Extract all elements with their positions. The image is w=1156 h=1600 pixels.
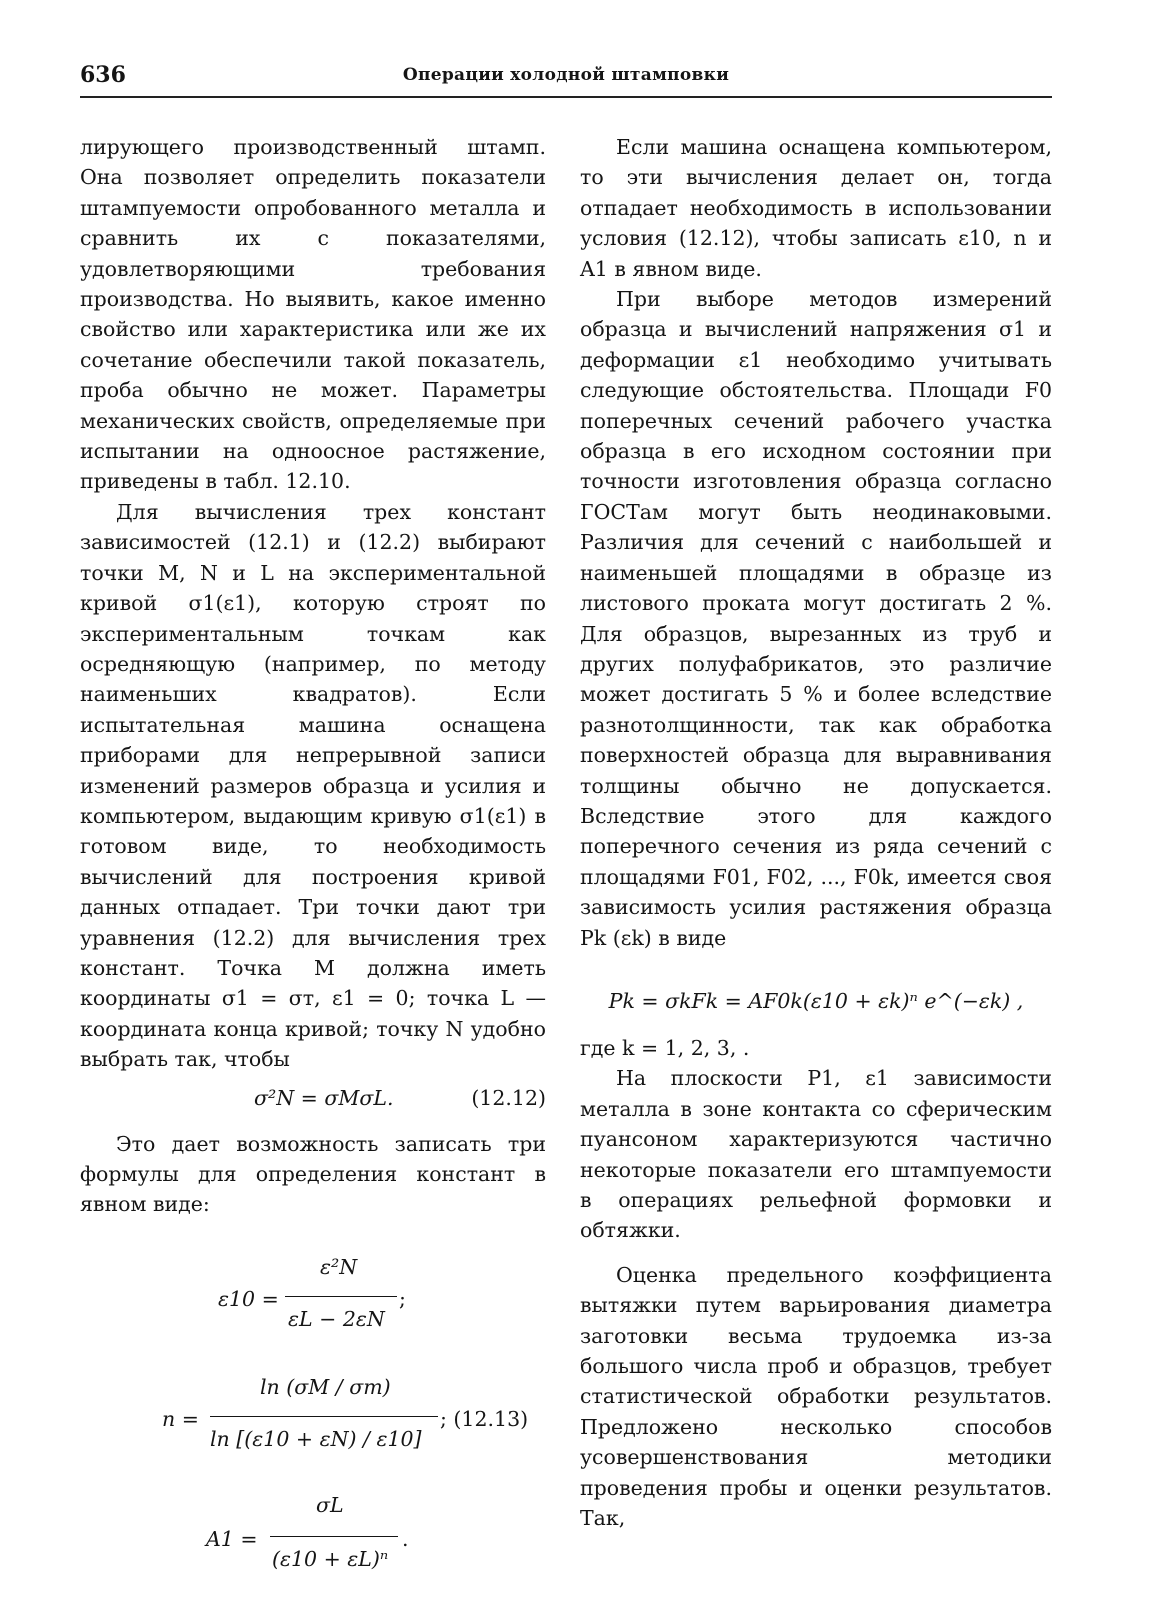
formula-A1-numerator: σL [316,1492,344,1517]
formula-A1-lhs: A1 = [206,1526,258,1551]
formula-eps10-fraction-bar [285,1296,397,1298]
formula-n-lhs: n = [162,1406,199,1431]
formula-n-denominator: ln [(ε10 + εN) / ε10] [210,1426,422,1451]
equation-pk-expression: Pk = σkFk = AF0k(ε10 + εk)ⁿ e^(−εk) , [608,988,1024,1013]
right-paragraph-2: При выборе методов измерений образца и вычислений напряжения σ1 и деформации ε1 необходимо учитывать следующие обстоятельства. Площади F0 поперечных сечений рабочего участка образца в его исходном состоянии при точности изготовления образца согласно ГОСТам могут быть неодинаковыми. Различия для сечений с наибольшей и наименьшей площадями в образце из листового проката могут достигать 2 %. Для образцов, вырезанных из труб и других полуфабрикатов, это различие может достигать 5 % и более вследствие разнотолщинности, так как обработка поверхностей образца для выравнивания толщины обычно не допускается. Вследствие этого для каждого поперечного сечения из ряда сечений с площадями F01, F02, ..., F0k, имеется своя зависимость усилия растяжения образца Pk (εk) в виде [580,287,1052,950]
left-paragraph-1: лирующего производственный штамп. Она позволяет определить показатели штампуемости опробованного металла и сравнить их с показателями, удовлетворяющими требования производства. Но выявить, какое именно свойство или характеристика или же их сочетание обеспечили такой показатель, проба обычно не может. Параметры механических свойств, определяемые при испытании на одноосное растяжение, приведены в табл. 12.10. [80,135,546,494]
formula-eps10-numerator: ε²N [320,1254,358,1279]
formula-eps10 [80,1244,546,1354]
left-paragraph-2: Для вычисления трех констант зависимостей (12.1) и (12.2) выбирают точки M, N и L на экспериментальной кривой σ1(ε1), которую строят по экспериментальным точкам как осредняющую (например, по методу наименьших квадратов). Если испытательная машина оснащена приборами для непрерывной записи изменений размеров образца и усилия и компьютером, выдающим кривую σ1(ε1) в готовом виде, то необходимость вычислений для построения кривой данных отпадает. Три точки дают три уравнения (12.2) для вычисления трех констант. Точка M должна иметь координаты σ1 = σт, ε1 = 0; точка L — координата конца кривой; точку N удобно выбрать так, чтобы [80,499,546,1072]
page-number: 636 [80,62,126,88]
running-title: Операции холодной штамповки [402,65,730,85]
formula-eps10-denominator: εL − 2εN [288,1306,385,1331]
equation-12-12-number: (12.12) [471,1086,546,1111]
formula-A1-fraction-bar [270,1536,398,1538]
right-paragraph-4: Оценка предельного коэффициента вытяжки путем варьирования диаметра заготовки весьма трудоемка из-за большого числа проб и образцов, требует статистической обработки результатов. Предложено несколько способов усовершенствования методики проведения пробы и оценки результатов. Так, [580,1262,1052,1531]
formula-n-number: ; (12.13) [440,1406,529,1431]
formula-A1-period: . [402,1526,409,1551]
left-paragraph-3: Это дает возможность записать три формулы для определения констант в явном виде: [80,1131,546,1217]
page-header [80,58,1052,98]
formula-A1-denominator: (ε10 + εL)ⁿ [272,1546,389,1571]
equation-12-12-expression: σ²N = σMσL. [254,1086,394,1111]
formula-eps10-lhs: ε10 = [218,1286,279,1311]
equation-pk [580,973,1052,1029]
formula-n [80,1364,546,1474]
formula-eps10-semicolon: ; [399,1286,406,1311]
right-paragraph-3: На плоскости P1, ε1 зависимости металла в зоне контакта со сферическим пуансоном характеризуются частично некоторые показатели его штампуемости в операциях рельефной формовки и обтяжки. [580,1066,1052,1243]
left-column [80,132,546,1600]
right-column [580,132,1052,1533]
equation-12-12 [80,1079,546,1119]
formula-n-numerator: ln (σM / σт) [260,1374,391,1399]
formula-A1 [80,1480,546,1600]
formula-n-fraction-bar [210,1416,438,1418]
where-line: где k = 1, 2, 3, . [580,1035,750,1060]
right-paragraph-1: Если машина оснащена компьютером, то эти вычисления делает он, тогда отпадает необходимость в использовании условия (12.12), чтобы записать ε10, n и A1 в явном виде. [580,135,1052,281]
